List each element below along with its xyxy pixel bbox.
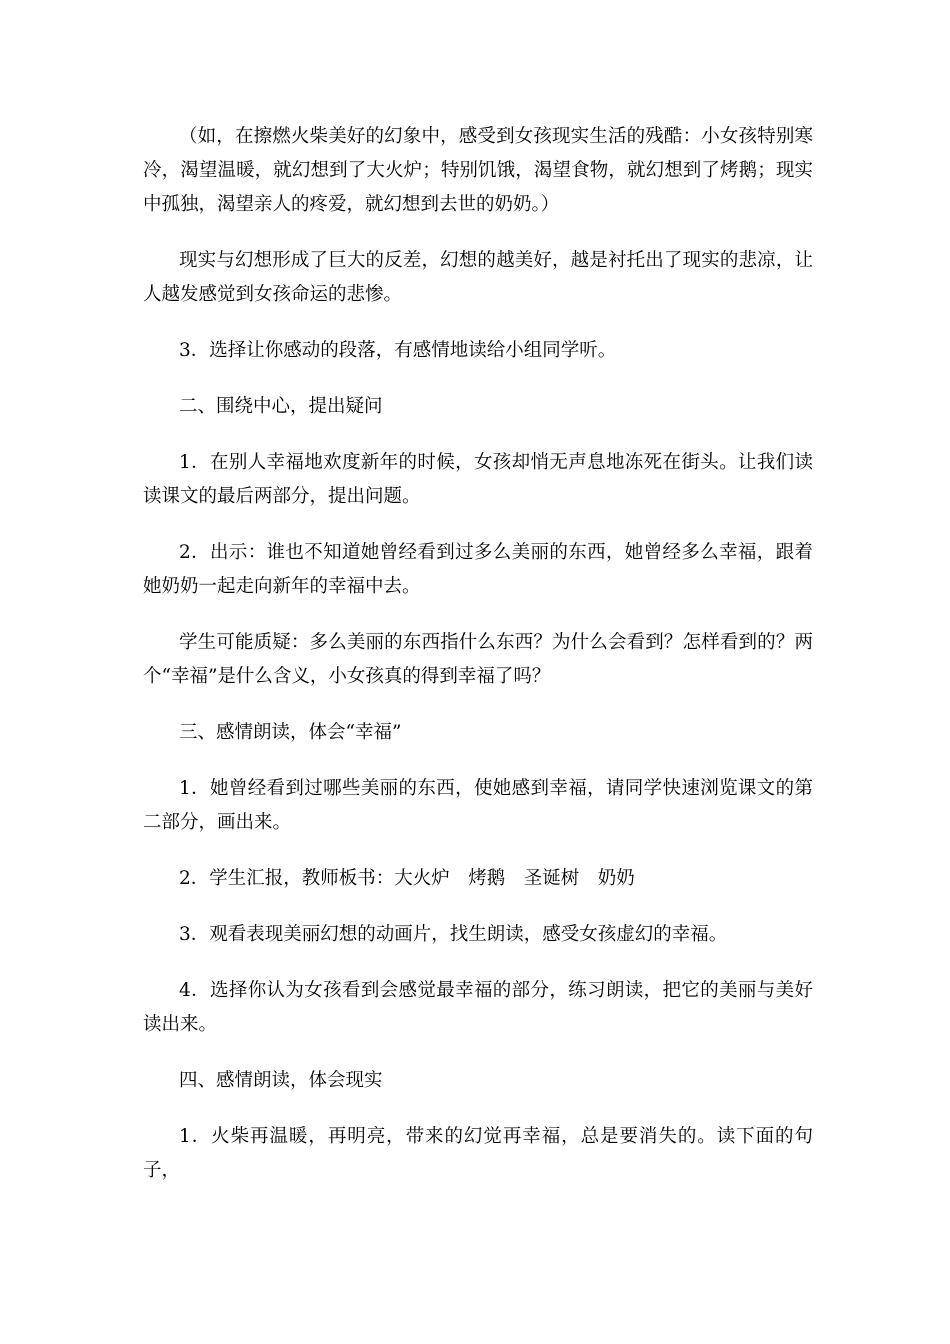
section-heading-2: 二、围绕中心，提出疑问 (179, 396, 383, 417)
document-body (143, 120, 813, 1210)
paragraph-step-2-show: 2．出示：谁也不知道她曾经看到过多么美丽的东西，她曾经多么幸福，跟着她奶奶一起走向新年的幸福中去。 (143, 542, 813, 597)
paragraph-step-1-question: 1．在别人幸福地欢度新年的时候，女孩却悄无声息地冻死在街头。让我们读读课文的最后两部分，提出问题。 (143, 452, 813, 507)
paragraph-contrast: 现实与幻想形成了巨大的反差，幻想的越美好，越是衬托出了现实的悲凉，让人越发感觉到女孩命运的悲惨。 (143, 250, 813, 305)
paragraph-step-1-reality: 1．火柴再温暖，再明亮，带来的幻觉再幸福，总是要消失的。读下面的句子， (143, 1126, 813, 1181)
paragraph-student-questions: 学生可能质疑：多么美丽的东西指什么东西？为什么会看到？怎样看到的？两个“幸福”是什么含义，小女孩真的得到幸福了吗？ (143, 632, 813, 687)
paragraph-step-3-read-aloud: 3．选择让你感动的段落，有感情地读给小组同学听。 (179, 340, 617, 361)
paragraph-step-2-report: 2．学生汇报，教师板书：大火炉 烤鹅 圣诞树 奶奶 (179, 868, 635, 889)
paragraph-step-4-practice: 4．选择你认为女孩看到会感觉最幸福的部分，练习朗读，把它的美丽与美好读出来。 (143, 980, 813, 1035)
paragraph-illusion-example: （如，在擦燃火柴美好的幻象中，感受到女孩现实生活的残酷：小女孩特别寒冷，渴望温暖，就幻想到了大火炉；特别饥饿，渴望食物，就幻想到了烤鹅；现实中孤独，渴望亲人的疼爱，就幻想到去世的奶奶。） (143, 126, 813, 215)
section-heading-3: 三、感情朗读，体会“幸福” (179, 722, 402, 743)
paragraph-step-1-browse: 1．她曾经看到过哪些美丽的东西，使她感到幸福，请同学快速浏览课文的第二部分，画出来。 (143, 778, 813, 833)
section-heading-4: 四、感情朗读，体会现实 (179, 1070, 383, 1091)
paragraph-step-3-animation: 3．观看表现美丽幻想的动画片，找生朗读，感受女孩虚幻的幸福。 (179, 924, 728, 945)
